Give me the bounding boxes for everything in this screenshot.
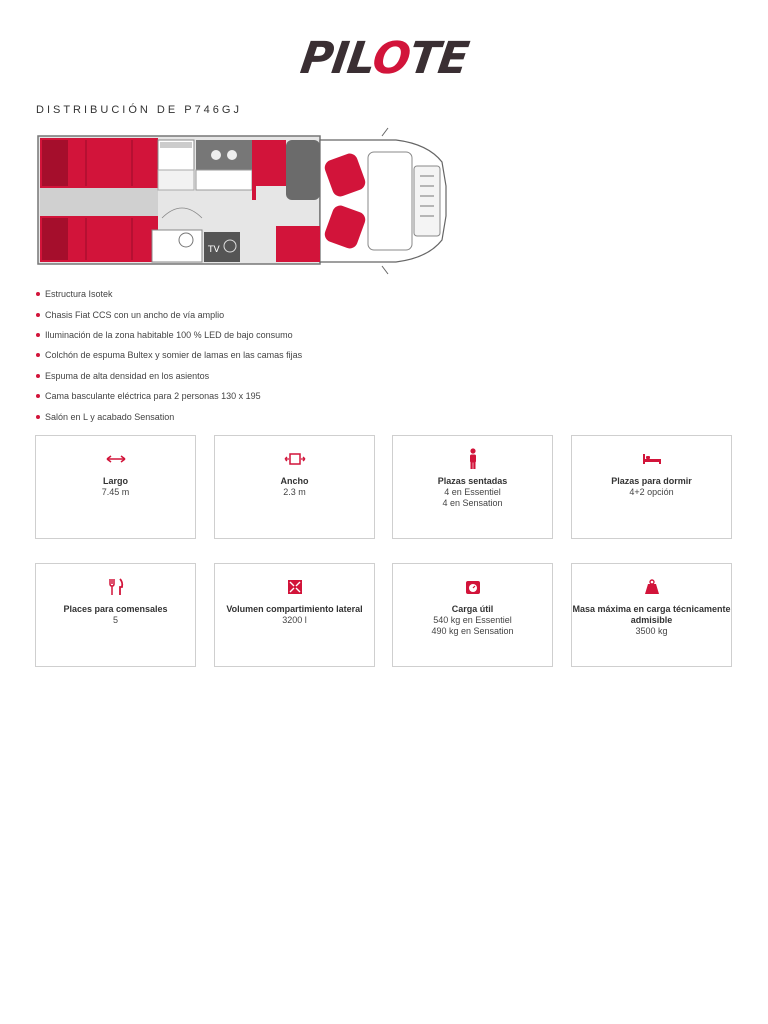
brand-logo — [0, 30, 768, 86]
width-icon — [215, 448, 374, 470]
spec-card-volumen: Volumen compartimiento lateral 3200 l — [214, 563, 375, 667]
bullet-icon — [36, 394, 40, 398]
spec-card-masa-maxima: Masa máxima en carga técnicamente admisible 3500 kg — [571, 563, 732, 667]
spec-card-plazas-sentadas: Plazas sentadas 4 en Essentiel 4 en Sensation — [392, 435, 553, 539]
bed-icon — [572, 448, 731, 470]
scale-icon — [393, 576, 552, 598]
feature-item: Chasis Fiat CCS con un ancho de vía amplio — [36, 304, 302, 324]
feature-list — [36, 284, 302, 427]
spec-card-carga-util: Carga útil 540 kg en Essentiel 490 kg en Sensation — [392, 563, 553, 667]
feature-item: Estructura Isotek — [36, 284, 302, 304]
bullet-icon — [36, 333, 40, 337]
cutlery-icon — [36, 576, 195, 598]
floor-plan-image — [36, 126, 456, 278]
length-arrow-icon — [36, 448, 195, 470]
feature-item: Salón en L y acabado Sensation — [36, 406, 302, 426]
storage-volume-icon — [215, 576, 374, 598]
spec-card-ancho: Ancho 2.3 m — [214, 435, 375, 539]
spec-card-plazas-dormir: Plazas para dormir 4+2 opción — [571, 435, 732, 539]
weight-icon — [572, 576, 731, 598]
bullet-icon — [36, 313, 40, 317]
feature-item: Colchón de espuma Bultex y somier de lamas en las camas fijas — [36, 345, 302, 365]
bullet-icon — [36, 415, 40, 419]
feature-item: Iluminación de la zona habitable 100 % LED de bajo consumo — [36, 325, 302, 345]
bullet-icon — [36, 374, 40, 378]
logo-wordmark: PILOTE — [297, 32, 471, 84]
section-title: DISTRIBUCIÓN DE P746GJ — [36, 104, 242, 116]
bullet-icon — [36, 353, 40, 357]
spec-card-comensales: Places para comensales 5 — [35, 563, 196, 667]
svg-text:TV: TV — [208, 245, 220, 255]
feature-item: Espuma de alta densidad en los asientos — [36, 366, 302, 386]
spec-card-largo: Largo 7.45 m — [35, 435, 196, 539]
bullet-icon — [36, 292, 40, 296]
feature-item: Cama basculante eléctrica para 2 personas 130 x 195 — [36, 386, 302, 406]
person-icon — [393, 448, 552, 470]
